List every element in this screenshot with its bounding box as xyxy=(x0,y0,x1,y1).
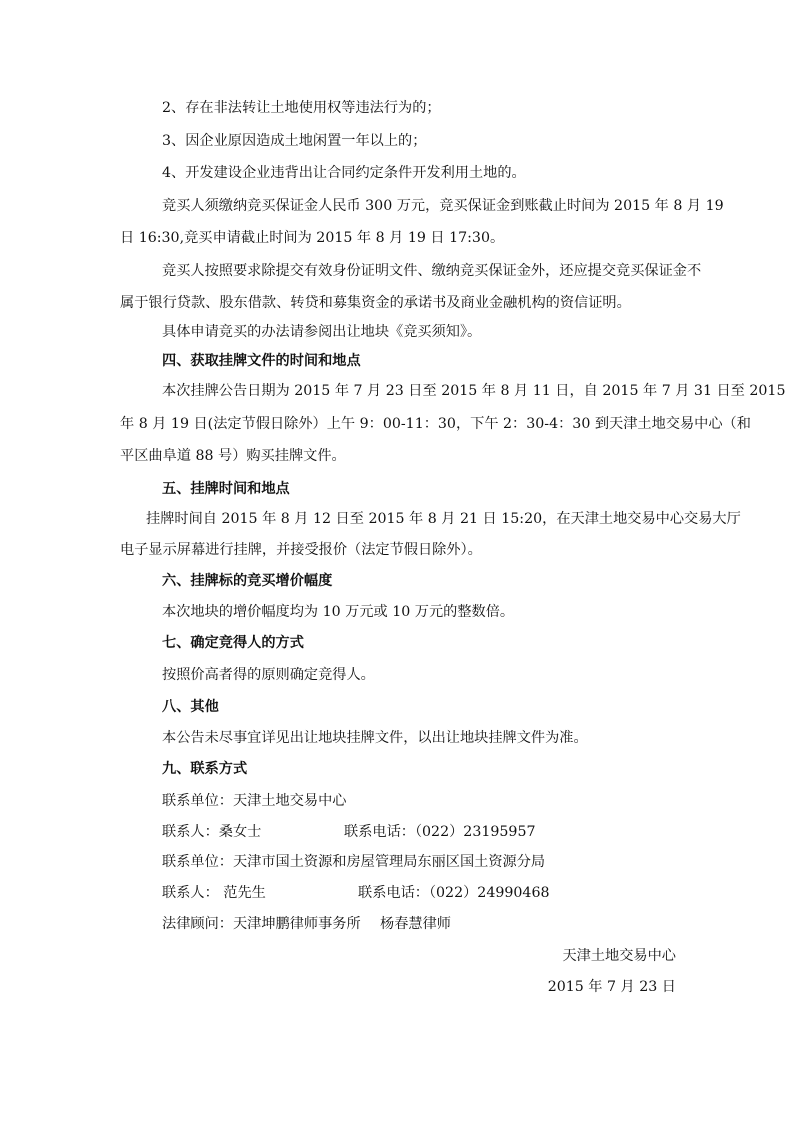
contact-person-1: 联系人：桑女士 xyxy=(162,824,262,840)
section-heading-4: 四、获取挂牌文件的时间和地点 xyxy=(162,353,361,369)
paragraph-other: 本公告未尽事宜详见出让地块挂牌文件，以出让地块挂牌文件为准。 xyxy=(162,730,588,746)
clause-item-3: 3、因企业原因造成土地闲置一年以上的； xyxy=(162,133,427,149)
paragraph-listing-docs-line-1: 本次挂牌公告日期为 2015 年 7 月 23 日至 2015 年 8 月 11 日，自 2015 年 7 月 31 日至 2015 xyxy=(162,383,786,399)
contact-phone-2: 联系电话：（022）24990468 xyxy=(358,885,550,901)
clause-item-4: 4、开发建设企业违背出让合同约定条件开发利用土地的。 xyxy=(162,165,526,181)
paragraph-listing-docs-line-2: 年 8 月 19 日(法定节假日除外）上午 9：00-11：30，下午 2：30-4：30 到天津土地交易中心（和 xyxy=(120,416,751,432)
section-heading-5: 五、挂牌时间和地点 xyxy=(162,481,290,497)
section-heading-8: 八、其他 xyxy=(162,699,219,715)
section-heading-9: 九、联系方式 xyxy=(162,761,248,777)
legal-advisor-firm: 法律顾问：天津坤鹏律师事务所 xyxy=(162,916,361,932)
paragraph-listing-time-line-2: 电子显示屏幕进行挂牌，并接受报价（法定节假日除外）。 xyxy=(120,542,482,558)
contact-person-2: 联系人： 范先生 xyxy=(162,885,266,901)
paragraph-deposit-line-1: 竞买人须缴纳竞买保证金人民币 300 万元，竞买保证金到账截止时间为 2015 年 8 月 19 xyxy=(162,198,724,214)
section-heading-7: 七、确定竞得人的方式 xyxy=(162,635,304,651)
paragraph-winner-method: 按照价高者得的原则确定竞得人。 xyxy=(162,667,375,683)
paragraph-requirements-line-2: 属于银行贷款、股东借款、转贷和募集资金的承诺书及商业金融机构的资信证明。 xyxy=(120,295,631,311)
paragraph-increment: 本次地块的增价幅度均为 10 万元或 10 万元的整数倍。 xyxy=(162,604,515,620)
contact-phone-1: 联系电话：（022）23195957 xyxy=(344,824,536,840)
legal-advisor-lawyer: 杨春慧律师 xyxy=(380,916,451,932)
signature-organization: 天津土地交易中心 xyxy=(562,948,676,964)
signature-date: 2015 年 7 月 23 日 xyxy=(547,979,676,995)
clause-item-2: 2、存在非法转让土地使用权等违法行为的； xyxy=(162,100,441,116)
paragraph-listing-time-line-1: 挂牌时间自 2015 年 8 月 12 日至 2015 年 8 月 21 日 15:20，在天津土地交易中心交易大厅 xyxy=(146,511,741,527)
paragraph-application-method: 具体申请竞买的办法请参阅出让地块《竞买须知》。 xyxy=(162,324,482,340)
paragraph-deposit-line-2: 日 16:30,竞买申请截止时间为 2015 年 8 月 19 日 17:30。 xyxy=(120,230,505,246)
section-heading-6: 六、挂牌标的竞买增价幅度 xyxy=(162,573,333,589)
paragraph-listing-docs-line-3: 平区曲阜道 88 号）购买挂牌文件。 xyxy=(120,448,346,464)
paragraph-requirements-line-1: 竞买人按照要求除提交有效身份证明文件、缴纳竞买保证金外，还应提交竞买保证金不 xyxy=(162,263,702,279)
contact-unit-2: 联系单位：天津市国土资源和房屋管理局东丽区国土资源分局 xyxy=(162,854,546,870)
contact-unit-1: 联系单位：天津土地交易中心 xyxy=(162,793,347,809)
